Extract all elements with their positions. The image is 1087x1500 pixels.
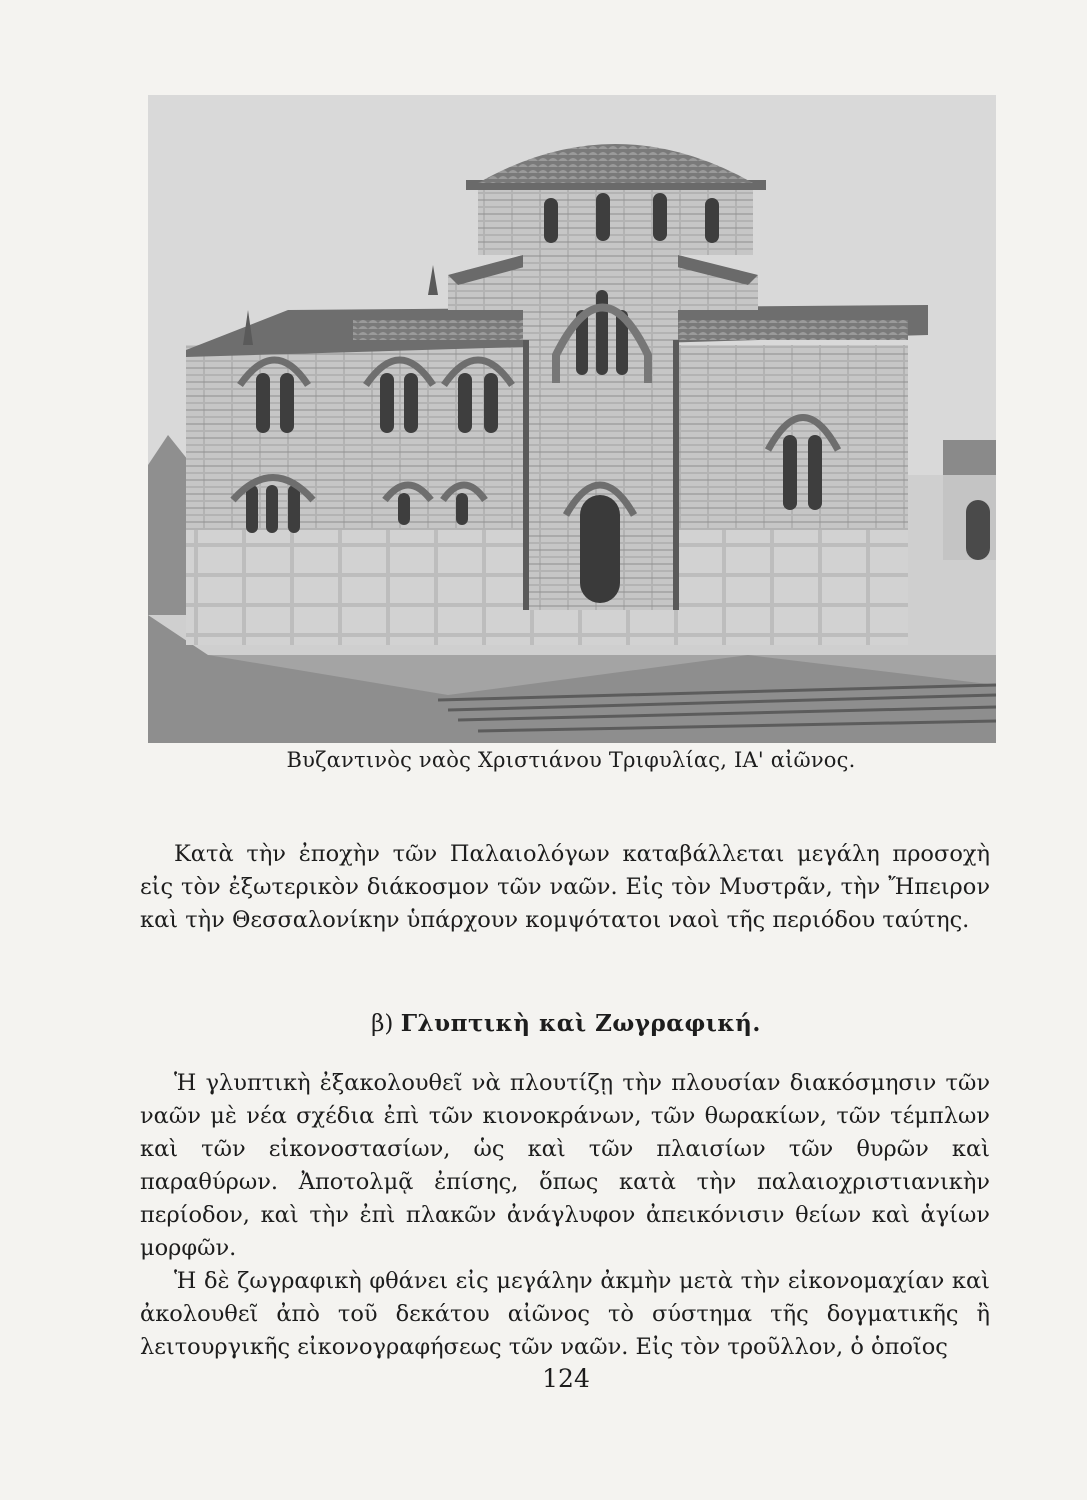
- paragraph-painting: Ἡ δὲ ζωγραφικὴ φθάνει εἰς μεγάλην ἀκμὴν μετὰ τὴν εἰκονομαχίαν καὶ ἀκολουθεῖ ἀπὸ τοῦ δεκάτου αἰῶνος τὸ σύστημα τῆς δογματικῆς ἢ λειτουργικῆς εἰκονογραφήσεως τῶν ναῶν. Εἰς τὸν τροῦλλον, ὁ ὁποῖος: [140, 1268, 990, 1360]
- paragraph-sculpture: Ἡ γλυπτικὴ ἐξακολουθεῖ νὰ πλουτίζῃ τὴν πλουσίαν διακόσμησιν τῶν ναῶν μὲ νέα σχέδια ἐπὶ τῶν κιονοκράνων, τῶν θωρακίων, τῶν τέμπλων καὶ τῶν εἰκονοστασίων, ὡς καὶ τῶν πλαισίων τῶν θυρῶν καὶ παραθύρων. Ἀποτολμᾷ ἐπίσης, ὅπως κατὰ τὴν παλαιοχριστιανικὴν περίοδον, καὶ τὴν ἐπὶ πλακῶν ἀνάγλυφον ἀπεικόνισιν θείων καὶ ἁγίων μορφῶν.: [140, 1070, 990, 1261]
- section-heading-prefix: β): [371, 1011, 394, 1037]
- paragraph-palaiologan: [140, 838, 990, 937]
- paragraph-sculpture-painting: [140, 1067, 990, 1364]
- paragraph-text: Κατὰ τὴν ἐποχὴν τῶν Παλαιολόγων καταβάλλεται μεγάλη προσοχὴ εἰς τὸν ἐξωτερικὸν διάκοσμον τῶν ναῶν. Εἰς τὸν Μυστρᾶν, τὴν Ἤπειρον καὶ τὴν Θεσσαλονίκην ὑπάρχουν κομψότατοι ναοὶ τῆς περιόδου ταύτης.: [140, 841, 990, 933]
- church-illustration: [148, 95, 996, 743]
- section-heading: [0, 1010, 1087, 1037]
- church-photograph: [148, 95, 996, 743]
- photo-caption: Βυζαντινὸς ναὸς Χριστιάνου Τριφυλίας, ΙΑ' αἰῶνος.: [286, 748, 856, 772]
- page-number: 124: [542, 1364, 590, 1393]
- section-heading-title: Γλυπτικὴ καὶ Ζωγραφική.: [400, 1010, 761, 1037]
